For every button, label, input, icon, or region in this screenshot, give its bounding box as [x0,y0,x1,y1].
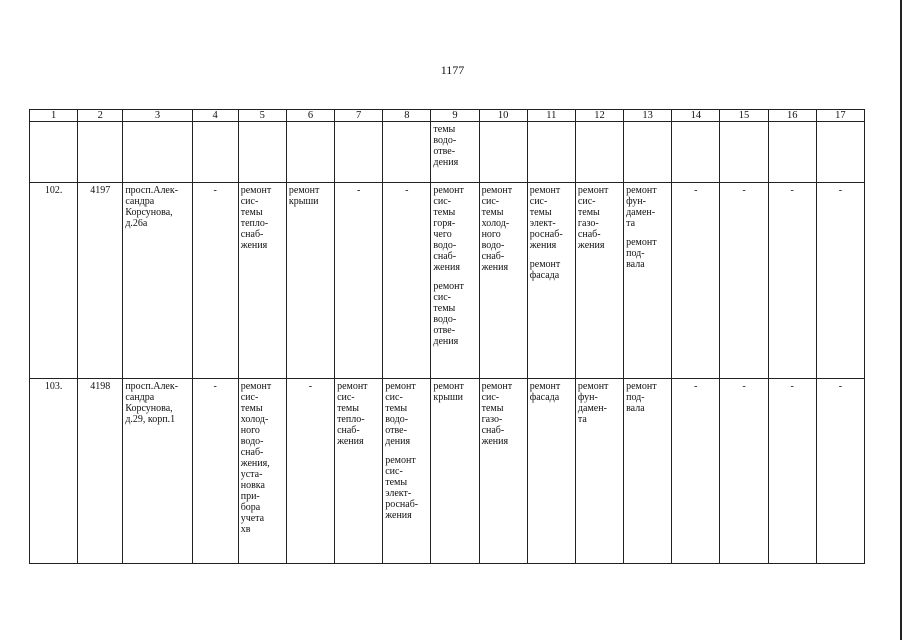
cell-text-line: под- [626,392,645,403]
cell-col-10 [479,183,527,379]
cell-text-line: та [577,414,587,425]
cell-col-12 [575,183,623,379]
cell-col-7: - [335,183,383,379]
cell-text-line: водо- [385,414,409,425]
cell-col-12 [575,122,623,183]
cell-text-line: д.26а [125,218,148,229]
cell-col-15: - [720,183,768,379]
column-header-15: 15 [720,110,768,122]
cell-text-line: жения [481,262,509,273]
cell-text-line: тепло- [337,414,365,425]
cell-text-line: элект- [529,218,556,229]
repair-item [482,381,525,447]
block-spacer [530,251,573,259]
cell-col-7 [335,122,383,183]
cell-text-line: ремонт [385,381,416,392]
cell-text-line: вала [626,259,645,270]
cell-text-line: сис- [529,196,548,207]
repair-item [626,185,669,229]
cell-text-line: жения [240,240,268,251]
column-header-1: 1 [30,110,78,122]
cell-text-line: та [626,218,636,229]
cell-col-17: - [816,379,864,564]
column-header-16: 16 [768,110,816,122]
cell-text-line: дамен- [577,403,607,414]
cell-text-line: дения [385,436,411,447]
cell-text-line: ремонт [288,185,320,196]
cell-text-line: темы [385,403,408,414]
cell-text-line: водо- [433,135,457,146]
column-number-row [30,110,865,122]
cell-text-line: тепло- [240,218,269,229]
cell-col-10 [479,379,527,564]
row-number-cell: 102. [30,183,78,379]
cell-text-line: Корсунова, [125,403,173,414]
column-header-7: 7 [335,110,383,122]
address-cell [123,379,192,564]
block-spacer [626,229,669,237]
cell-col-13 [624,122,672,183]
cell-text-line: отве- [385,425,407,436]
cell-text-line: ремонт [577,381,609,392]
cell-text-line: темы [433,303,456,314]
cell-text-line: темы [577,207,600,218]
cell-text-line: ремонт [529,381,561,392]
cell-text-line: ремонт [481,381,513,392]
cell-text-line: темы [240,207,263,218]
cell-text-line: ремонт [433,281,464,292]
row-number-cell: 103. [30,379,78,564]
cell-col-6 [286,122,334,183]
repair-schedule-table [29,109,865,564]
cell-text-line: сандра [125,196,155,207]
cell-text-line: сис- [240,196,259,207]
cell-text-line: водо- [433,240,457,251]
cell-col-9 [431,122,479,183]
cell-col-11 [527,183,575,379]
cell-text-line: жения [577,240,605,251]
cell-text-line: темы [385,477,408,488]
cell-text-line: холод- [240,414,269,425]
cell-text-line: снаб- [481,251,505,262]
cell-text-line: снаб- [577,229,601,240]
cell-text-line: новка [240,480,265,491]
cell-text-line: д.29, корп.1 [125,414,176,425]
cell-col-10 [479,122,527,183]
repair-item [530,185,573,251]
cell-text-line: ремонт [577,185,609,196]
cell-col-8 [383,379,431,564]
column-header-13: 13 [624,110,672,122]
cell-text-line: при- [240,491,260,502]
cell-col-16 [768,122,816,183]
cell-col-12 [575,379,623,564]
cell-text-line: водо- [433,314,457,325]
cell-text-line: отве- [433,146,456,157]
cell-col-9 [431,379,479,564]
cell-text-line: сис- [240,392,259,403]
cell-text-line: крыши [433,392,464,403]
cell-text-line: газо- [577,218,599,229]
cell-text-line: темы [481,207,504,218]
page-edge-line [900,0,902,640]
cell-text-line: просп.Алек- [125,381,179,392]
cell-text-line: Корсунова, [125,207,173,218]
table-row-continuation [30,122,865,183]
cell-text-line: горя- [433,218,456,229]
cell-col-6: - [286,379,334,564]
cell-text-line: уста- [240,469,263,480]
cell-text-line: дения [433,157,459,168]
cell-text-line: жения [337,436,364,447]
cell-text-line: темы [240,403,263,414]
repair-item [385,455,428,521]
cell-text-line: жения [433,262,460,273]
cell-text-line: водо- [240,436,264,447]
column-header-11: 11 [527,110,575,122]
cell-text-line: газо- [481,414,503,425]
column-header-12: 12 [575,110,623,122]
repair-item [241,381,284,535]
column-header-2: 2 [78,110,123,122]
cell-col-5 [238,122,286,183]
cell-text-line: фасада [529,392,560,403]
cell-text-line: снаб- [433,251,457,262]
house-code-cell: 4198 [78,379,123,564]
cell-text-line: чего [433,229,452,240]
cell-text-line: снаб- [481,425,505,436]
repair-item [578,185,621,251]
cell-text-line: ремонт [433,185,464,196]
cell-col-14: - [672,183,720,379]
cell-text-line: ремонт [529,259,561,270]
cell-col-11 [527,379,575,564]
cell-text-line: ремонт [626,185,657,196]
page-number: 1177 [440,63,465,77]
cell-col-17: - [816,183,864,379]
cell-col-15: - [720,379,768,564]
repair-item [385,381,428,447]
cell-col-4: - [192,379,238,564]
block-spacer [385,447,428,455]
cell-col-13 [624,183,672,379]
column-header-3: 3 [123,110,192,122]
cell-col-16: - [768,183,816,379]
cell-col-8: - [383,183,431,379]
cell-col-14 [672,122,720,183]
repair-item [626,237,669,270]
cell-text-line: ремонт [240,381,272,392]
repair-item [289,185,332,207]
column-header-14: 14 [672,110,720,122]
cell-text-line: жения [529,240,557,251]
column-header-9: 9 [431,110,479,122]
repair-item [578,381,621,425]
cell-text-line: дамен- [626,207,656,218]
cell-text-line: фун- [626,196,647,207]
cell-text-line: жения [481,436,509,447]
cell-text-line: роснаб- [385,499,419,510]
cell-text-line: водо- [481,240,505,251]
column-header-8: 8 [383,110,431,122]
cell-text-line: темы [481,403,504,414]
cell-col-3 [123,122,192,183]
cell-text-line: сис- [481,392,500,403]
cell-text-line: темы [529,207,552,218]
cell-text-line: ремонт [240,185,272,196]
cell-text-line: просп.Алек- [125,185,179,196]
column-header-10: 10 [479,110,527,122]
cell-text-line: жения [385,510,412,521]
cell-text-line: сис- [433,196,451,207]
column-header-17: 17 [816,110,864,122]
cell-col-7 [335,379,383,564]
cell-text-line: под- [626,248,645,259]
cell-text-line: сис- [385,392,403,403]
cell-col-6 [286,183,334,379]
cell-col-8 [383,122,431,183]
repair-item [433,185,476,273]
repair-item [530,259,573,281]
cell-col-1 [30,122,78,183]
block-spacer [433,273,476,281]
cell-text-line: снаб- [337,425,360,436]
cell-col-2 [78,122,123,183]
cell-text-line: сис- [385,466,403,477]
address-cell [123,183,192,379]
cell-col-17 [816,122,864,183]
cell-text-line: ремонт [626,381,657,392]
cell-text-line: сандра [125,392,155,403]
repair-item [433,281,476,347]
cell-text-line: ремонт [337,381,368,392]
cell-text-line: ного [481,229,501,240]
cell-text-line: жения, [240,458,270,469]
cell-col-13 [624,379,672,564]
cell-text-line: учета [240,513,265,524]
cell-text-line: бора [240,502,261,513]
cell-col-4 [192,122,238,183]
cell-text-line: холод- [481,218,510,229]
cell-text-line: ремонт [529,185,561,196]
table-row [30,379,865,564]
cell-text-line: темы [433,207,456,218]
cell-text-line: элект- [385,488,412,499]
cell-text-line: сис- [433,292,451,303]
cell-text-line: ремонт [626,237,657,248]
cell-text-line: отве- [433,325,456,336]
column-header-4: 4 [192,110,238,122]
cell-col-9 [431,183,479,379]
table-row [30,183,865,379]
cell-col-15 [720,122,768,183]
cell-text-line: темы [433,124,456,135]
column-header-5: 5 [238,110,286,122]
cell-text-line: темы [337,403,359,414]
cell-text-line: дения [433,336,459,347]
cell-text-line: хв [240,524,251,535]
cell-text-line: сис- [337,392,355,403]
cell-text-line: сис- [481,196,500,207]
cell-text-line: крыши [288,196,319,207]
cell-text-line: снаб- [240,447,264,458]
cell-text-line: снаб- [240,229,264,240]
repair-item [337,381,380,447]
cell-col-16: - [768,379,816,564]
cell-col-5 [238,379,286,564]
cell-text-line: фасада [529,270,560,281]
cell-col-11 [527,122,575,183]
repair-item [241,185,284,251]
house-code-cell: 4197 [78,183,123,379]
cell-text-line: ремонт [433,381,464,392]
column-header-6: 6 [286,110,334,122]
cell-text-line: роснаб- [529,229,563,240]
cell-col-14: - [672,379,720,564]
cell-text-line: сис- [577,196,596,207]
cell-text-line: вала [626,403,645,414]
cell-text-line: ремонт [481,185,513,196]
cell-text-line: ремонт [385,455,416,466]
cell-text-line: ного [240,425,260,436]
repair-item [482,185,525,273]
repair-item [626,381,669,414]
cell-text-line: фун- [577,392,598,403]
cell-col-5 [238,183,286,379]
cell-col-4: - [192,183,238,379]
repair-item [433,381,476,403]
repair-item [530,381,573,403]
